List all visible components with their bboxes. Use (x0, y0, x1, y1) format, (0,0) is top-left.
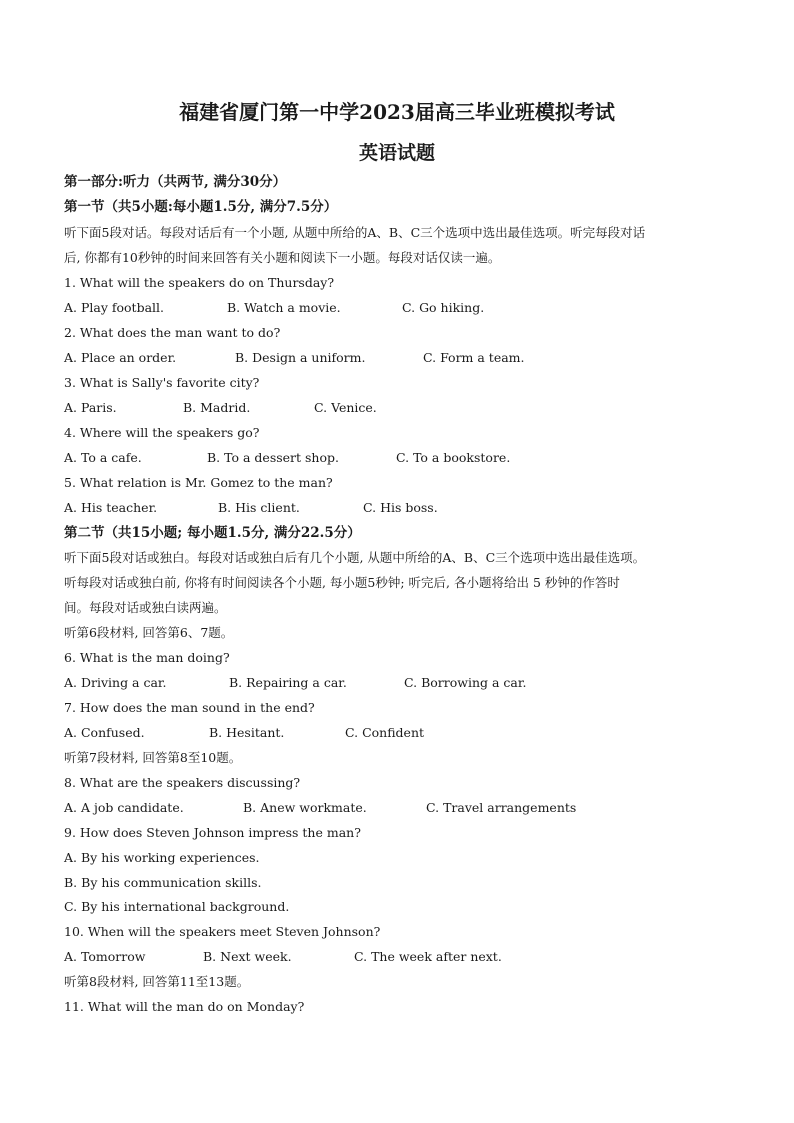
question-7: 7. How does the man sound in the end? (64, 700, 315, 715)
q7-option-b: B. Hesitant. (209, 725, 285, 740)
question-10: 10. When will the speakers meet Steven Johnson? (64, 924, 381, 939)
section1-instructions-1: 听下面5段对话。每段对话后有一个小题, 从题中所给的A、B、C三个选项中选出最佳选项。听完每段对话 (64, 225, 646, 240)
q3-option-a: A. Paris. (64, 400, 117, 415)
q8-option-a: A. A job candidate. (64, 800, 184, 815)
q2-option-b: B. Design a uniform. (235, 350, 366, 365)
q2-option-c: C. Form a team. (423, 350, 525, 365)
q10-option-b: B. Next week. (203, 949, 292, 964)
section2-instructions-2: 听每段对话或独白前, 你将有时间阅读各个小题, 每小题5秒钟; 听完后, 各小题将给出 5 秒钟的作答时 (64, 575, 620, 590)
q1-option-a: A. Play football. (64, 300, 164, 315)
q7-option-c: C. Confident (345, 725, 425, 740)
q3-option-c: C. Venice. (314, 400, 377, 415)
question-3: 3. What is Sally's favorite city? (64, 375, 260, 390)
q3-option-b: B. Madrid. (183, 400, 251, 415)
q2-option-a: A. Place an order. (64, 350, 177, 365)
q1-option-b: B. Watch a movie. (227, 300, 341, 315)
question-8: 8. What are the speakers discussing? (64, 775, 301, 790)
q10-option-a: A. Tomorrow (64, 949, 146, 964)
q4-option-a: A. To a cafe. (64, 450, 142, 465)
q9-option-b: B. By his communication skills. (64, 875, 262, 890)
section1-instructions-2: 后, 你都有10秒钟的时间来回答有关小题和阅读下一小题。每段对话仅读一遍。 (64, 250, 501, 265)
q4-option-c: C. To a bookstore. (396, 450, 511, 465)
section1-heading: 第一节（共5小题:每小题1.5分, 满分7.5分） (64, 199, 338, 215)
part1-heading: 第一部分:听力（共两节, 满分30分） (64, 174, 287, 190)
q8-option-c: C. Travel arrangements (426, 800, 577, 815)
q5-option-b: B. His client. (218, 500, 300, 515)
question-5: 5. What relation is Mr. Gomez to the man? (64, 475, 333, 490)
section2-instructions-3: 间。每段对话或独白读两遍。 (64, 600, 227, 615)
q8-option-b: B. Anew workmate. (243, 800, 367, 815)
material-6-note: 听第6段材料, 回答第6、7题。 (64, 625, 234, 640)
q7-option-a: A. Confused. (64, 725, 145, 740)
q9-option-a: A. By his working experiences. (64, 850, 260, 865)
question-2: 2. What does the man want to do? (64, 325, 281, 340)
question-1: 1. What will the speakers do on Thursday? (64, 275, 335, 290)
q10-option-c: C. The week after next. (354, 949, 502, 964)
q5-option-a: A. His teacher. (64, 500, 158, 515)
section2-heading: 第二节（共15小题; 每小题1.5分, 满分22.5分） (64, 525, 361, 541)
page-title: 福建省厦门第一中学2023届高三毕业班模拟考试 (179, 100, 615, 124)
q6-option-b: B. Repairing a car. (229, 675, 347, 690)
section2-instructions-1: 听下面5段对话或独白。每段对话或独白后有几个小题, 从题中所给的A、B、C三个选项中选出最佳选项。 (64, 550, 646, 565)
question-11: 11. What will the man do on Monday? (64, 999, 305, 1014)
q1-option-c: C. Go hiking. (402, 300, 485, 315)
q6-option-a: A. Driving a car. (64, 675, 167, 690)
page-subtitle: 英语试题 (358, 142, 435, 164)
q4-option-b: B. To a dessert shop. (207, 450, 339, 465)
material-8-note: 听第8段材料, 回答第11至13题。 (64, 974, 250, 989)
q9-option-c: C. By his international background. (64, 899, 290, 914)
material-7-note: 听第7段材料, 回答第8至10题。 (64, 750, 242, 765)
q6-option-c: C. Borrowing a car. (404, 675, 527, 690)
question-4: 4. Where will the speakers go? (64, 425, 260, 440)
question-9: 9. How does Steven Johnson impress the man? (64, 825, 361, 840)
question-6: 6. What is the man doing? (64, 650, 230, 665)
q5-option-c: C. His boss. (363, 500, 438, 515)
